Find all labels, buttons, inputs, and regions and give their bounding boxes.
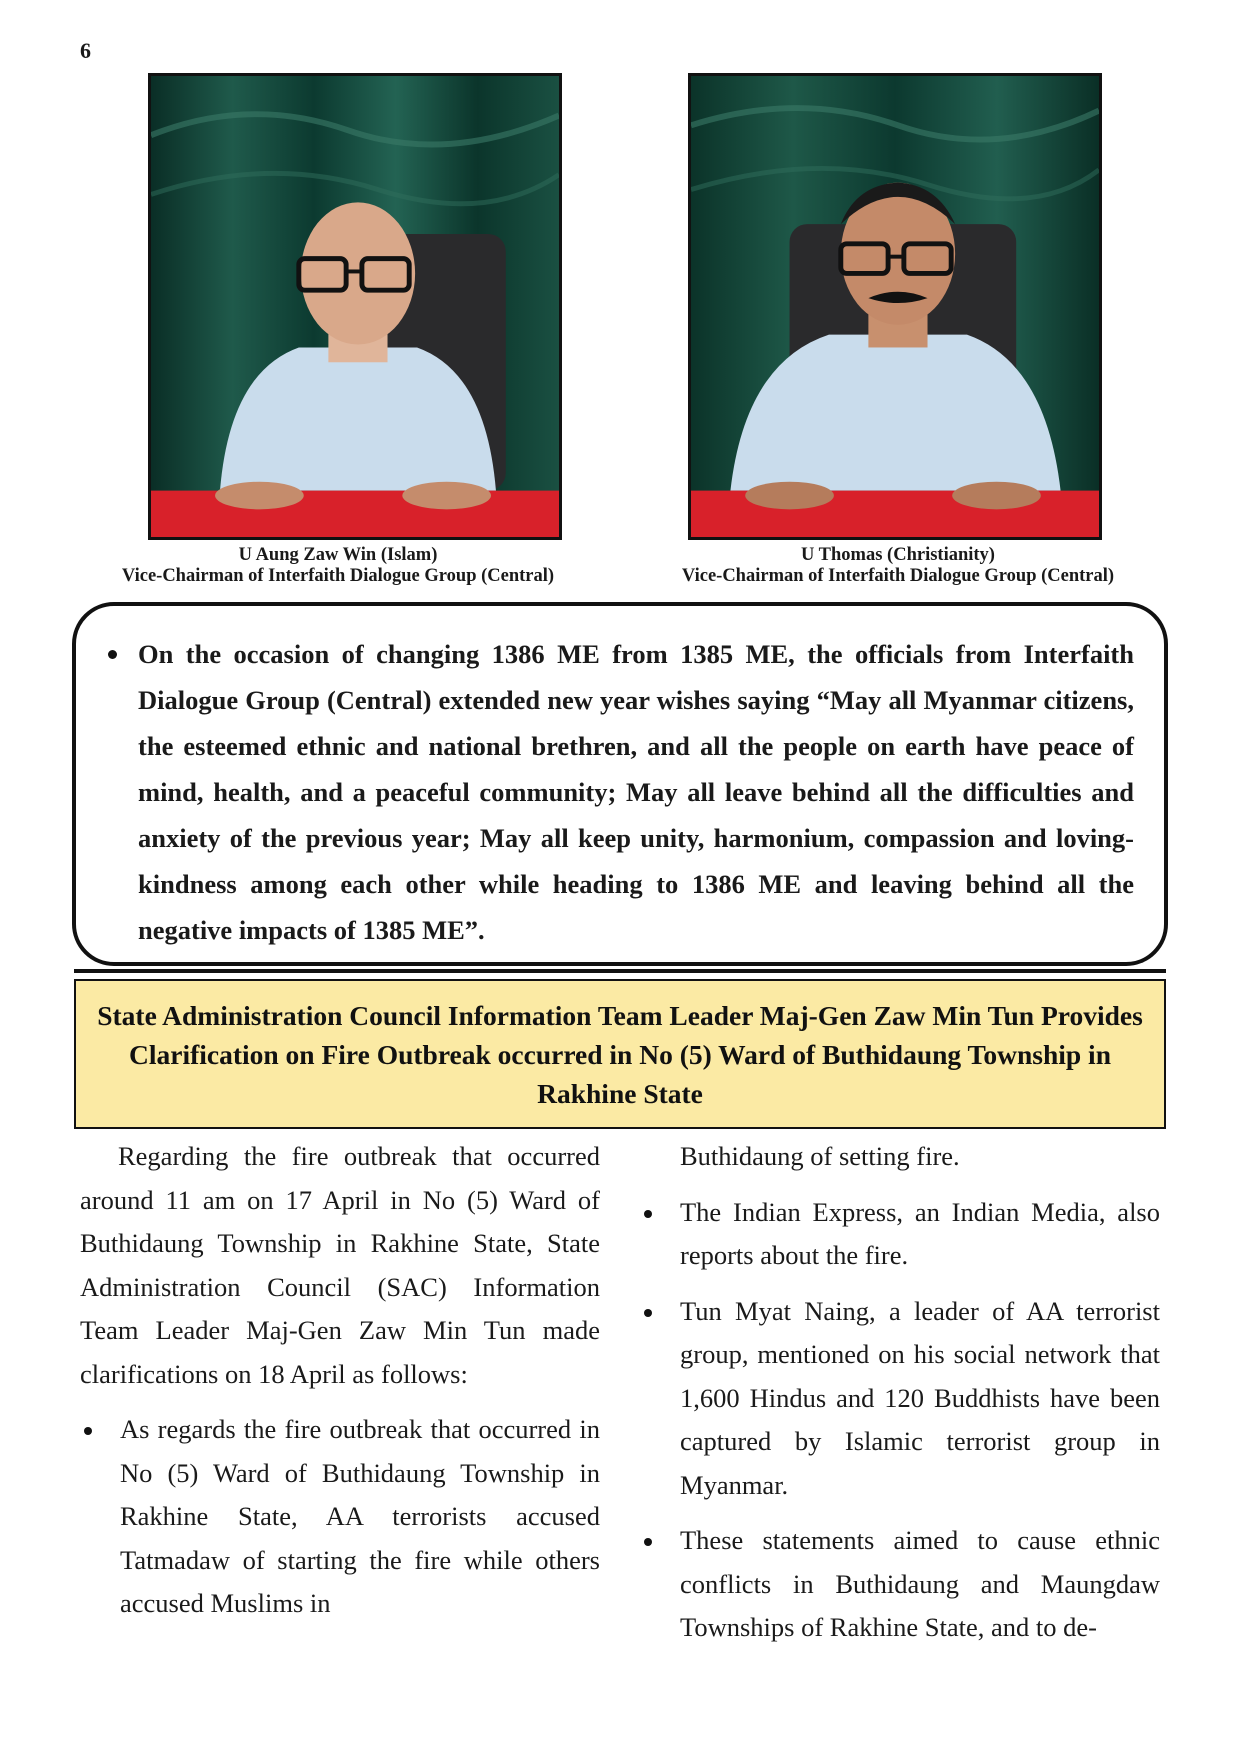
list-item: [640, 1519, 1160, 1650]
article-intro: Regarding the fire outbreak that occurred around 11 am on 17 April in No (5) Ward of Buthidaung Township in Rakhine State, State Administration Council (SAC) Information Team Leader Maj-Gen Zaw Min Tun made clarifications on 18 April as follows:: [80, 1141, 600, 1389]
new-year-wishes-text: On the occasion of changing 1386 ME from 1385 ME, the officials from Interfaith Dialogue Group (Central) extended new year wishes saying “May all Myanmar citizens, the esteemed ethnic and national brethren, and all the people on earth have peace of mind, health, and a peaceful community; May all leave behind all the difficulties and anxiety of the previous year; May all keep unity, harmonium, compassion and loving-kindness among each other while heading to 1386 ME and leaving behind all the negative impacts of 1385 ME”.: [138, 639, 1134, 945]
headline-box: [74, 979, 1166, 1129]
caption-role: Vice-Chairman of Interfaith Dialogue Group (Central): [681, 566, 1115, 586]
caption-name: U Thomas (Christianity): [801, 545, 995, 565]
new-year-wishes-box: [72, 602, 1168, 966]
list-item-text: Tun Myat Naing, a leader of AA terrorist group, mentioned on his social network that 1,600 Hindus and 120 Buddhists have been captured by Islamic terrorist group in Myanmar.: [680, 1295, 1160, 1500]
list-item-text: The Indian Express, an Indian Media, also reports about the fire.: [680, 1196, 1160, 1270]
article-headline: State Administration Council Information Team Leader Maj-Gen Zaw Min Tun Provides Clarification on Fire Outbreak occurred in No (5) Ward of Buthidaung Township in Rakhine State: [97, 999, 1143, 1109]
list-item: [640, 1191, 1160, 1278]
list-item-text: These statements aimed to cause ethnic conflicts in Buthidaung and Maungdaw Townships of Rakhine State, and to de-: [680, 1525, 1160, 1642]
bullet-icon: [108, 650, 117, 659]
caption-role: Vice-Chairman of Interfaith Dialogue Group (Central): [121, 566, 555, 586]
list-item: [80, 1408, 600, 1626]
photo-caption-right: [628, 545, 1168, 587]
section-divider: [74, 969, 1166, 973]
list-item-continuation: Buthidaung of setting fire.: [680, 1141, 960, 1171]
article-column-left: [80, 1135, 600, 1626]
caption-name: U Aung Zaw Win (Islam): [238, 545, 438, 565]
new-year-wishes-item: [138, 631, 1134, 953]
portrait-photo-aung-zaw-win: [148, 73, 562, 540]
bullet-icon: [644, 1210, 652, 1218]
article-column-right: [640, 1135, 1160, 1650]
page-number: 6: [80, 38, 91, 63]
list-item-text: As regards the fire outbreak that occurred in No (5) Ward of Buthidaung Township in Rakhine State, AA terrorists accused Tatmadaw of starting the fire while others accused Muslims in: [120, 1414, 600, 1618]
portrait-photo-thomas: [688, 73, 1102, 540]
photo-caption-left: [68, 545, 608, 587]
list-item: [640, 1290, 1160, 1508]
bullet-icon: [84, 1427, 92, 1435]
bullet-icon: [644, 1538, 652, 1546]
bullet-icon: [644, 1309, 652, 1317]
